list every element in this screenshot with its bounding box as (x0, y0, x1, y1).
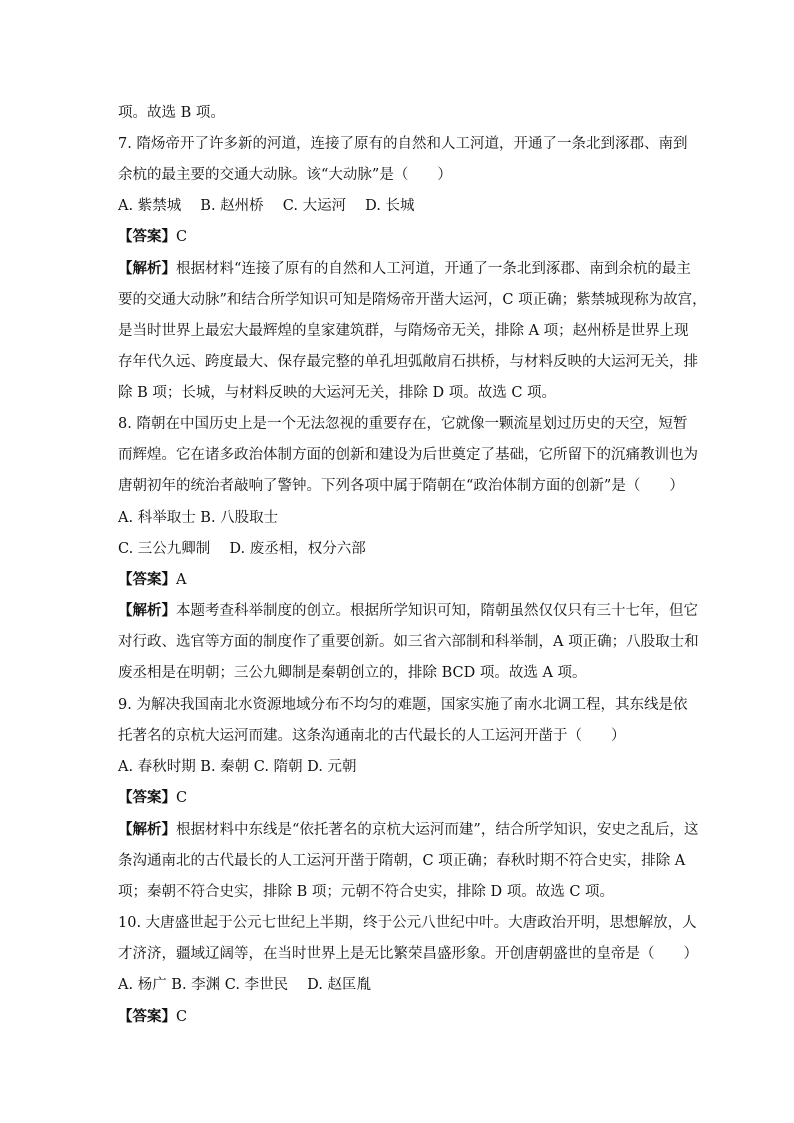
question-8-options: A. 科举取士 B. 八股取士 (118, 510, 279, 526)
question-7-options: A. 紫禁城 B. 赵州桥 C. 大运河 D. 长城 (118, 198, 415, 214)
question-7-analysis-line: 是当时世界上最宏大最辉煌的皇家建筑群，与隋炀帝无关，排除 A 项；赵州桥是世界上现 (118, 323, 689, 339)
question-9-answer: 【答案】C (118, 790, 188, 806)
analysis-tag: 【解析】 (118, 261, 176, 277)
question-8-line-3: 唐朝初年的统治者敲响了警钟。下列各项中属于隋朝在“政治体制方面的创新”是（ ） (118, 478, 684, 494)
question-10-options: A. 杨广 B. 李渊 C. 李世民 D. 赵匡胤 (118, 977, 372, 993)
question-10-line-1: 10. 大唐盛世起于公元七世纪上半期，终于公元八世纪中叶。大唐政治开明，思想解放，人 (118, 915, 697, 931)
question-9-line-2: 托著名的京杭大运河而建。这条沟通南北的古代最长的人工运河开凿于（ ） (118, 728, 626, 744)
question-9-analysis-line: 条沟通南北的古代最长的人工运河开凿于隋朝，C 项正确；春秋时期不符合史实，排除 A (118, 853, 686, 869)
question-7-answer: 【答案】C (118, 229, 188, 245)
question-10-answer: 【答案】C (118, 1009, 188, 1025)
question-7-analysis-line: 要的交通大动脉”和结合所学知识可知是隋炀帝开凿大运河，C 项正确；紫禁城现称为故宫， (118, 292, 707, 308)
question-9-analysis-line: 项；秦朝不符合史实，排除 B 项；元朝不符合史实，排除 D 项。故选 C 项。 (118, 884, 615, 900)
answer-tag: 【答案】 (118, 790, 176, 806)
answer-tag: 【答案】 (118, 1009, 176, 1025)
question-9-options: A. 春秋时期 B. 秦朝 C. 隋朝 D. 元朝 (118, 759, 357, 775)
analysis-tag: 【解析】 (118, 603, 176, 619)
question-7-analysis-line: 存年代久远、跨度最大、保存最完整的单孔坦弧敞肩石拱桥，与材料反映的大运河无关，排 (118, 354, 698, 370)
text-line: 项。故选 B 项。 (118, 105, 225, 121)
question-9-line-1: 9. 为解决我国南北水资源地域分布不均匀的难题，国家实施了南水北调工程，其东线是依 (118, 697, 688, 713)
question-8-analysis-line: 【解析】本题考查科举制度的创立。根据所学知识可知，隋朝虽然仅仅只有三十七年，但它 (118, 603, 698, 619)
question-10-line-2: 才济济，疆域辽阔等，在当时世界上是无比繁荣昌盛形象。开创唐朝盛世的皇帝是（ ） (118, 946, 698, 962)
analysis-tag: 【解析】 (118, 822, 176, 838)
question-7-line-1: 7. 隋炀帝开了许多新的河道，连接了原有的自然和人工河道，开通了一条北到涿郡、南到 (118, 136, 688, 152)
question-8-options: C. 三公九卿制 D. 废丞相，权分六部 (118, 541, 366, 557)
question-7-analysis-line: 【解析】根据材料“连接了原有的自然和人工河道，开通了一条北到涿郡、南到余杭的最主 (118, 261, 691, 277)
question-8-line-2: 而辉煌。它在诸多政治体制方面的创新和建设为后世奠定了基础，它所留下的沉痛教训也为 (118, 447, 698, 463)
question-8-line-1: 8. 隋朝在中国历史上是一个无法忽视的重要存在，它就像一颗流星划过历史的天空，短暂 (118, 416, 688, 432)
question-9-analysis-line: 【解析】根据材料中东线是“依托著名的京杭大运河而建”，结合所学知识，安史之乱后，这 (118, 822, 699, 838)
answer-tag: 【答案】 (118, 572, 176, 588)
question-8-analysis-line: 对行政、选官等方面的制度作了重要创新。如三省六部制和科举制，A 项正确；八股取士和 (118, 634, 699, 650)
question-7-line-2: 余杭的最主要的交通大动脉。该“大动脉”是（ ） (118, 167, 452, 183)
answer-tag: 【答案】 (118, 229, 176, 245)
question-7-analysis-line: 除 B 项；长城，与材料反映的大运河无关，排除 D 项。故选 C 项。 (118, 385, 557, 401)
question-8-answer: 【答案】A (118, 572, 187, 588)
question-8-analysis-line: 废丞相是在明朝；三公九卿制是秦朝创立的，排除 BCD 项。故选 A 项。 (118, 665, 587, 681)
